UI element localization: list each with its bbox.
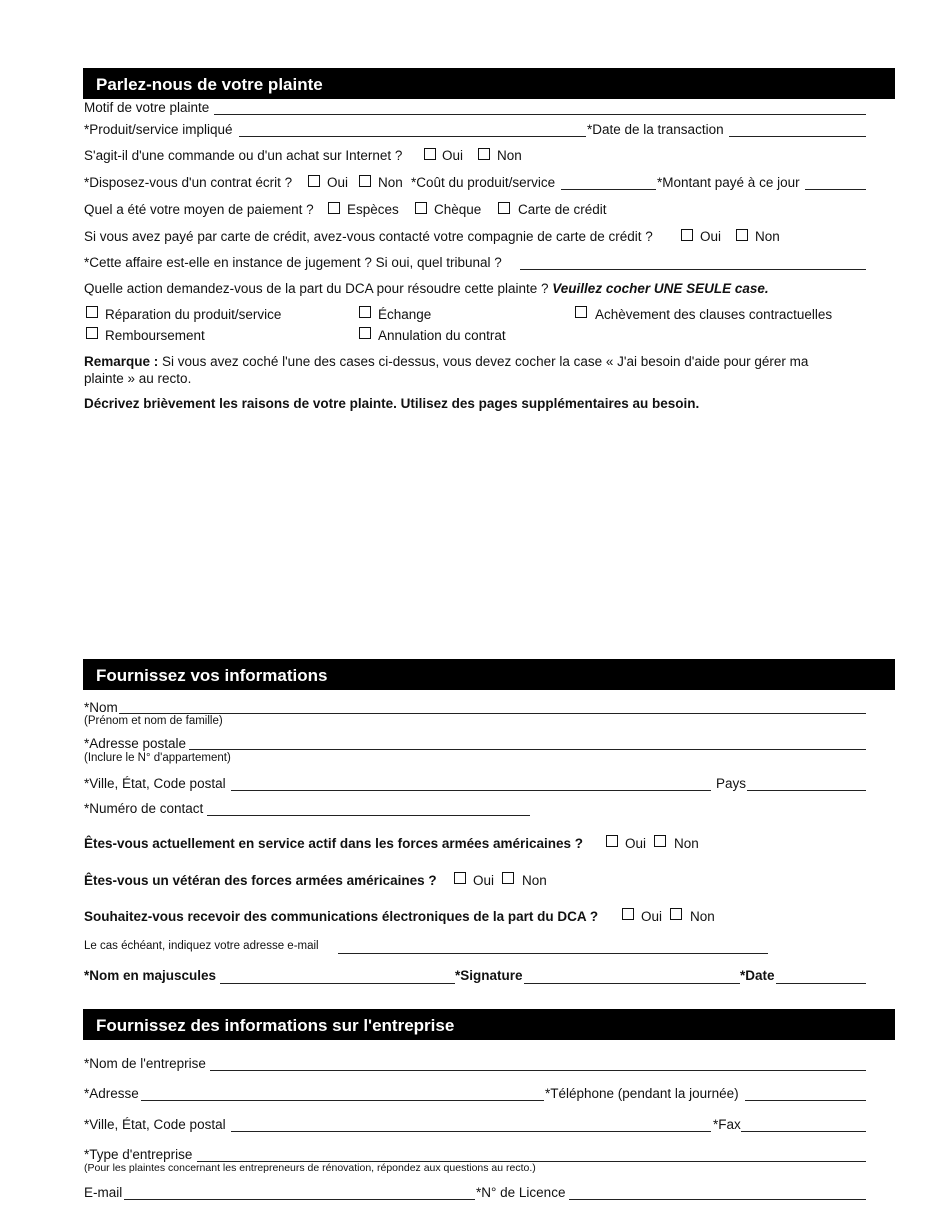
transaction-date-field[interactable] bbox=[729, 136, 866, 137]
remark-line-1 bbox=[84, 355, 808, 369]
country-field[interactable] bbox=[747, 790, 866, 791]
internet-yes-checkbox[interactable] bbox=[424, 148, 436, 160]
business-fax-label: *Fax bbox=[713, 1117, 741, 1132]
address-field[interactable] bbox=[189, 749, 866, 750]
remark-label: Remarque : bbox=[84, 354, 159, 369]
contract-no-label: Non bbox=[378, 175, 403, 190]
payment-cash-label: Espèces bbox=[347, 202, 399, 217]
internet-question: S'agit-il d'une commande ou d'un achat sur Internet ? bbox=[84, 148, 403, 163]
phone-field[interactable] bbox=[207, 815, 530, 816]
product-field[interactable] bbox=[239, 136, 586, 137]
contract-yes-label: Oui bbox=[327, 175, 349, 190]
business-name-label: *Nom de l'entreprise bbox=[84, 1056, 206, 1071]
action-cancel-label: Annulation du contrat bbox=[378, 328, 506, 343]
action-question-text: Quelle action demandez-vous de la part du DCA pour résoudre cette plainte ? bbox=[84, 281, 549, 296]
name-field[interactable] bbox=[119, 713, 866, 714]
business-address-label: *Adresse bbox=[84, 1086, 139, 1101]
action-completion-label: Achèvement des clauses contractuelles bbox=[595, 307, 833, 322]
business-type-label: *Type d'entreprise bbox=[84, 1147, 193, 1162]
email-comm-no-checkbox[interactable] bbox=[670, 908, 682, 920]
email-label: Le cas échéant, indiquez votre adresse e-mail bbox=[84, 940, 319, 952]
card-no-label: Non bbox=[755, 229, 780, 244]
action-refund-label: Remboursement bbox=[105, 328, 205, 343]
address-hint: (Inclure le N° d'appartement) bbox=[84, 752, 231, 764]
address-label: *Adresse postale bbox=[84, 736, 187, 751]
action-repair-label: Réparation du produit/service bbox=[105, 307, 282, 322]
business-phone-label: *Téléphone (pendant la journée) bbox=[545, 1086, 739, 1101]
business-type-hint: (Pour les plaintes concernant les entrepreneurs de rénovation, répondez aux questions au recto.) bbox=[84, 1162, 536, 1174]
action-question-emphasis: Veuillez cocher UNE SEULE case. bbox=[552, 281, 769, 296]
action-refund-checkbox[interactable] bbox=[86, 327, 98, 339]
name-label: *Nom bbox=[84, 700, 118, 715]
cost-field[interactable] bbox=[561, 189, 656, 190]
veteran-yes-checkbox[interactable] bbox=[454, 872, 466, 884]
contract-question: *Disposez-vous d'un contrat écrit ? bbox=[84, 175, 293, 190]
complaint-description-area[interactable] bbox=[84, 418, 866, 643]
veteran-no-label: Non bbox=[522, 873, 547, 888]
payment-card-checkbox[interactable] bbox=[498, 202, 510, 214]
card-yes-checkbox[interactable] bbox=[681, 229, 693, 241]
amount-paid-label: *Montant payé à ce jour bbox=[657, 175, 800, 190]
contract-yes-checkbox[interactable] bbox=[308, 175, 320, 187]
describe-instruction: Décrivez brièvement les raisons de votre plainte. Utilisez des pages supplémentaires au besoin. bbox=[84, 396, 700, 411]
military-no-checkbox[interactable] bbox=[654, 835, 666, 847]
email-field[interactable] bbox=[338, 953, 768, 954]
complaint-reason-field[interactable] bbox=[214, 114, 866, 115]
contract-no-checkbox[interactable] bbox=[359, 175, 371, 187]
cost-label: *Coût du produit/service bbox=[411, 175, 556, 190]
veteran-yes-label: Oui bbox=[473, 873, 495, 888]
print-name-field[interactable] bbox=[220, 983, 455, 984]
action-cancel-checkbox[interactable] bbox=[359, 327, 371, 339]
print-name-label: *Nom en majuscules bbox=[84, 968, 217, 983]
internet-no-label: Non bbox=[497, 148, 522, 163]
info-section-header: Fournissez vos informations bbox=[83, 659, 895, 690]
payment-cash-checkbox[interactable] bbox=[328, 202, 340, 214]
internet-no-checkbox[interactable] bbox=[478, 148, 490, 160]
signature-field[interactable] bbox=[524, 983, 740, 984]
payment-card-label: Carte de crédit bbox=[518, 202, 607, 217]
city-label: *Ville, État, Code postal bbox=[84, 776, 226, 791]
license-field[interactable] bbox=[569, 1199, 866, 1200]
date-field[interactable] bbox=[776, 983, 866, 984]
email-comm-yes-checkbox[interactable] bbox=[622, 908, 634, 920]
business-fax-field[interactable] bbox=[741, 1131, 866, 1132]
business-email-field[interactable] bbox=[124, 1199, 475, 1200]
court-field[interactable] bbox=[520, 269, 866, 270]
payment-check-checkbox[interactable] bbox=[415, 202, 427, 214]
email-comm-question: Souhaitez-vous recevoir des communications électroniques de la part du DCA ? bbox=[84, 909, 599, 924]
internet-yes-label: Oui bbox=[442, 148, 464, 163]
card-no-checkbox[interactable] bbox=[736, 229, 748, 241]
business-section-header: Fournissez des informations sur l'entreprise bbox=[83, 1009, 895, 1040]
business-email-label: E-mail bbox=[84, 1185, 123, 1200]
country-label: Pays bbox=[716, 776, 747, 791]
card-yes-label: Oui bbox=[700, 229, 722, 244]
veteran-question: Êtes-vous un vétéran des forces armées américaines ? bbox=[84, 873, 437, 888]
date-label: *Date bbox=[740, 968, 775, 983]
action-exchange-label: Échange bbox=[378, 307, 432, 322]
license-label: *N° de Licence bbox=[476, 1185, 566, 1200]
signature-label: *Signature bbox=[455, 968, 523, 983]
city-field[interactable] bbox=[231, 790, 711, 791]
complaint-reason-label: Motif de votre plainte bbox=[84, 100, 210, 115]
military-yes-checkbox[interactable] bbox=[606, 835, 618, 847]
card-company-question: Si vous avez payé par carte de crédit, avez-vous contacté votre compagnie de carte de crédit ? bbox=[84, 229, 653, 244]
action-question bbox=[84, 282, 769, 296]
payment-question: Quel a été votre moyen de paiement ? bbox=[84, 202, 314, 217]
business-address-field[interactable] bbox=[141, 1100, 544, 1101]
business-city-field[interactable] bbox=[231, 1131, 711, 1132]
veteran-no-checkbox[interactable] bbox=[502, 872, 514, 884]
payment-check-label: Chèque bbox=[434, 202, 482, 217]
remark-line-2: plainte » au recto. bbox=[84, 371, 192, 386]
action-exchange-checkbox[interactable] bbox=[359, 306, 371, 318]
email-comm-yes-label: Oui bbox=[641, 909, 663, 924]
court-question: *Cette affaire est-elle en instance de jugement ? Si oui, quel tribunal ? bbox=[84, 255, 502, 270]
product-label: *Produit/service impliqué bbox=[84, 122, 233, 137]
phone-label: *Numéro de contact bbox=[84, 801, 204, 816]
business-city-label: *Ville, État, Code postal bbox=[84, 1117, 226, 1132]
complaint-section-header: Parlez-nous de votre plainte bbox=[83, 68, 895, 99]
business-name-field[interactable] bbox=[210, 1070, 866, 1071]
amount-paid-field[interactable] bbox=[805, 189, 866, 190]
email-comm-no-label: Non bbox=[690, 909, 715, 924]
military-no-label: Non bbox=[674, 836, 699, 851]
action-completion-checkbox[interactable] bbox=[575, 306, 587, 318]
name-hint: (Prénom et nom de famille) bbox=[84, 715, 223, 727]
remark-text: Si vous avez coché l'une des cases ci-dessus, vous devez cocher la case « J'ai besoin d'aide pour gérer ma bbox=[162, 354, 809, 369]
military-yes-label: Oui bbox=[625, 836, 647, 851]
military-question: Êtes-vous actuellement en service actif dans les forces armées américaines ? bbox=[84, 836, 583, 851]
action-repair-checkbox[interactable] bbox=[86, 306, 98, 318]
transaction-date-label: *Date de la transaction bbox=[587, 122, 724, 137]
business-phone-field[interactable] bbox=[745, 1100, 866, 1101]
